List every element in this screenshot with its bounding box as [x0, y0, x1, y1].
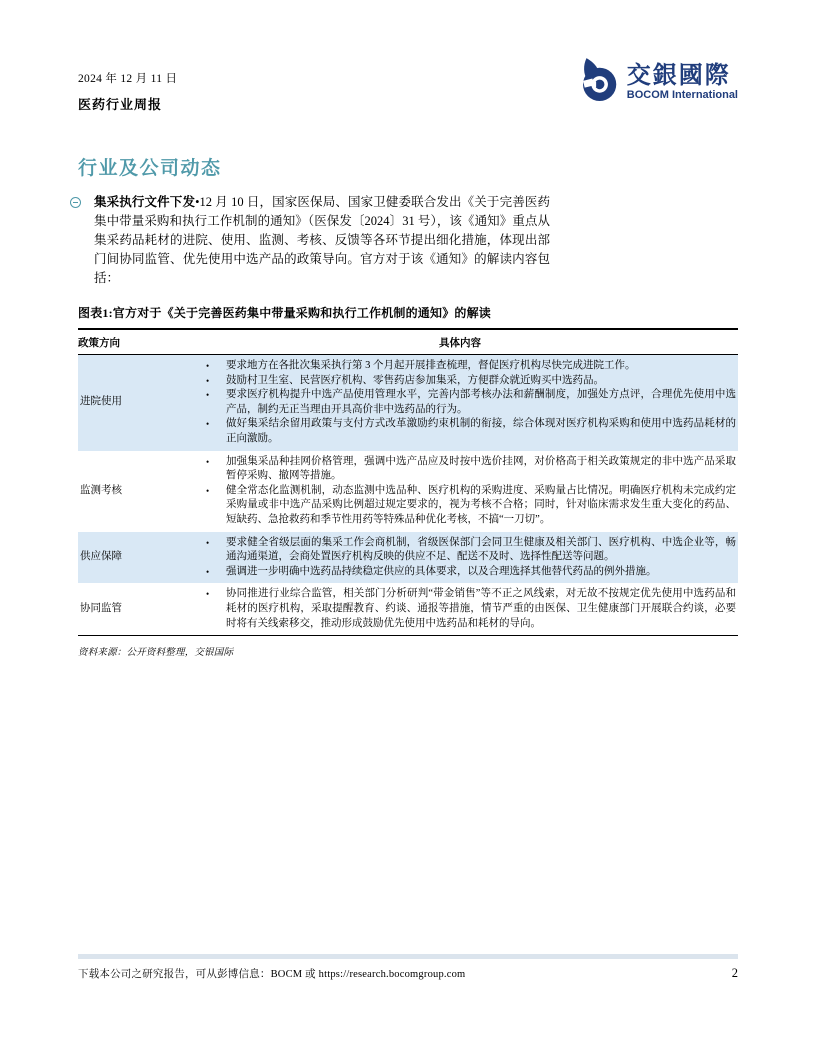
- list-item: • 强调进一步明确中选药品持续稳定供应的具体要求，以及合理选择其他替代药品的例外措施。: [182, 565, 738, 580]
- list-item: • 要求地方在各批次集采执行第 3 个月起开展排查梳理，督促医疗机构尽快完成进院工作。: [182, 359, 738, 374]
- bullet-dot-icon: •: [206, 566, 210, 577]
- logo-name-cn: 交銀國際: [626, 62, 731, 89]
- section-heading: 行业及公司动态: [78, 158, 222, 179]
- table-row: [78, 583, 738, 635]
- row-details: [182, 532, 738, 584]
- row-category: 监测考核: [80, 484, 122, 496]
- list-item: • 做好集采结余留用政策与支付方式改革激励约束机制的衔接，综合体现对医疗机构采购和使用中选药品耗材的正向激励。: [182, 417, 738, 446]
- policy-table: [78, 328, 738, 636]
- bullet-dot-icon: •: [206, 485, 210, 496]
- column-header-policy-direction: 政策方向: [78, 338, 120, 349]
- column-header-details: 具体内容: [439, 338, 481, 349]
- news-paragraph: [94, 193, 550, 288]
- report-date: 2024 年 12 月 11 日: [78, 73, 178, 85]
- bullet-dot-icon: •: [206, 589, 210, 600]
- bocom-logo-text: [627, 64, 738, 102]
- news-separator: •: [195, 195, 200, 209]
- bullet-dot-icon: •: [206, 419, 210, 430]
- policy-table-header: [78, 329, 738, 355]
- list-item: • 协同推进行业综合监管，相关部门分析研判“带金销售”等不正之风线索，对无故不按规定优先使用中选药品和耗材的医疗机构，采取提醒教育、约谈、通报等措施，情节严重的由医保、卫生健康部门开展联合约谈，必要时将有关线索移交，推动形成鼓励优先使用中选药品和耗材的导向。: [182, 587, 738, 631]
- row-category: 协同监管: [80, 602, 122, 614]
- bullet-dot-icon: •: [206, 537, 210, 548]
- figure-title: 图表1:官方对于《关于完善医药集中带量采购和执行工作机制的通知》的解读: [78, 306, 491, 320]
- news-lead: 集采执行文件下发: [94, 195, 196, 209]
- report-title: 医药行业周报: [78, 97, 163, 112]
- bullet-dot-icon: •: [206, 456, 210, 467]
- source-note: 资料来源：公开资料整理，交银国际: [78, 648, 234, 659]
- bullet-dot-icon: •: [206, 390, 210, 401]
- news-body: 12 月 10 日，国家医保局、国家卫健委联合发出《关于完善医药集中带量采购和执行工作机制的通知》（医保发〔2024〕31 号），该《通知》重点从集采药品耗材的进院、使用、监测、考核、反馈等各环节提出细化措施，体现出部门间协同监管、优先使用中选产品的政策导向。官方对于该《通知》的解读内容包括：: [94, 195, 550, 285]
- list-item: • 要求医疗机构提升中选产品使用管理水平，完善内部考核办法和薪酬制度，加强处方点评，合理优先使用中选产品，制约无正当理由开具高价非中选药品的行为。: [182, 388, 738, 417]
- list-item: • 要求健全省级层面的集采工作会商机制，省级医保部门会同卫生健康及相关部门、医疗机构、中选企业等，畅通沟通渠道，会商处置医疗机构反映的供应不足、配送不及时、选择性配送等问题。: [182, 536, 738, 565]
- page-footer: [78, 966, 738, 981]
- list-item: • 加强集采品种挂网价格管理，强调中选产品应及时按中选价挂网，对价格高于相关政策规定的非中选产品采取暂停采购、撤网等措施。: [182, 455, 738, 484]
- bullet-dot-icon: •: [206, 361, 210, 371]
- header-left: [78, 70, 177, 113]
- row-details: [182, 583, 738, 635]
- bocom-logo: [576, 57, 738, 108]
- news-bullet: [70, 193, 738, 288]
- footer-text: 下载本公司之研究报告，可从彭博信息：BOCM 或 https://research.bocomgroup.com: [78, 969, 466, 980]
- list-item: • 健全常态化监测机制，动态监测中选品种、医疗机构的采购进度、采购量占比情况。明确医疗机构未完成约定采购量或非中选产品采购比例超过规定要求的，视为考核不合格；同时，针对临床需求发生重大变化的药品、短缺药、急抢救药和季节性用药等特殊品种优化考核，不搞“一刀切”。: [182, 484, 738, 528]
- footer-divider: [78, 954, 738, 959]
- logo-name-en: BOCOM International: [626, 88, 738, 101]
- row-category: 进院使用: [80, 396, 122, 408]
- page-number: 2: [731, 966, 738, 980]
- page-header: [78, 62, 738, 113]
- list-item: • 鼓励村卫生室、民营医疗机构、零售药店参加集采，方便群众就近购买中选药品。: [182, 374, 738, 389]
- row-category: 供应保障: [80, 551, 122, 563]
- table-row: [78, 355, 738, 451]
- table-row: [78, 532, 738, 584]
- table-row: [78, 451, 738, 532]
- bullet-dot-icon: •: [206, 375, 210, 386]
- circle-dash-bullet-icon: [70, 197, 81, 208]
- row-details: [182, 355, 738, 451]
- bocom-logo-icon: [576, 57, 618, 108]
- row-details: [182, 451, 738, 532]
